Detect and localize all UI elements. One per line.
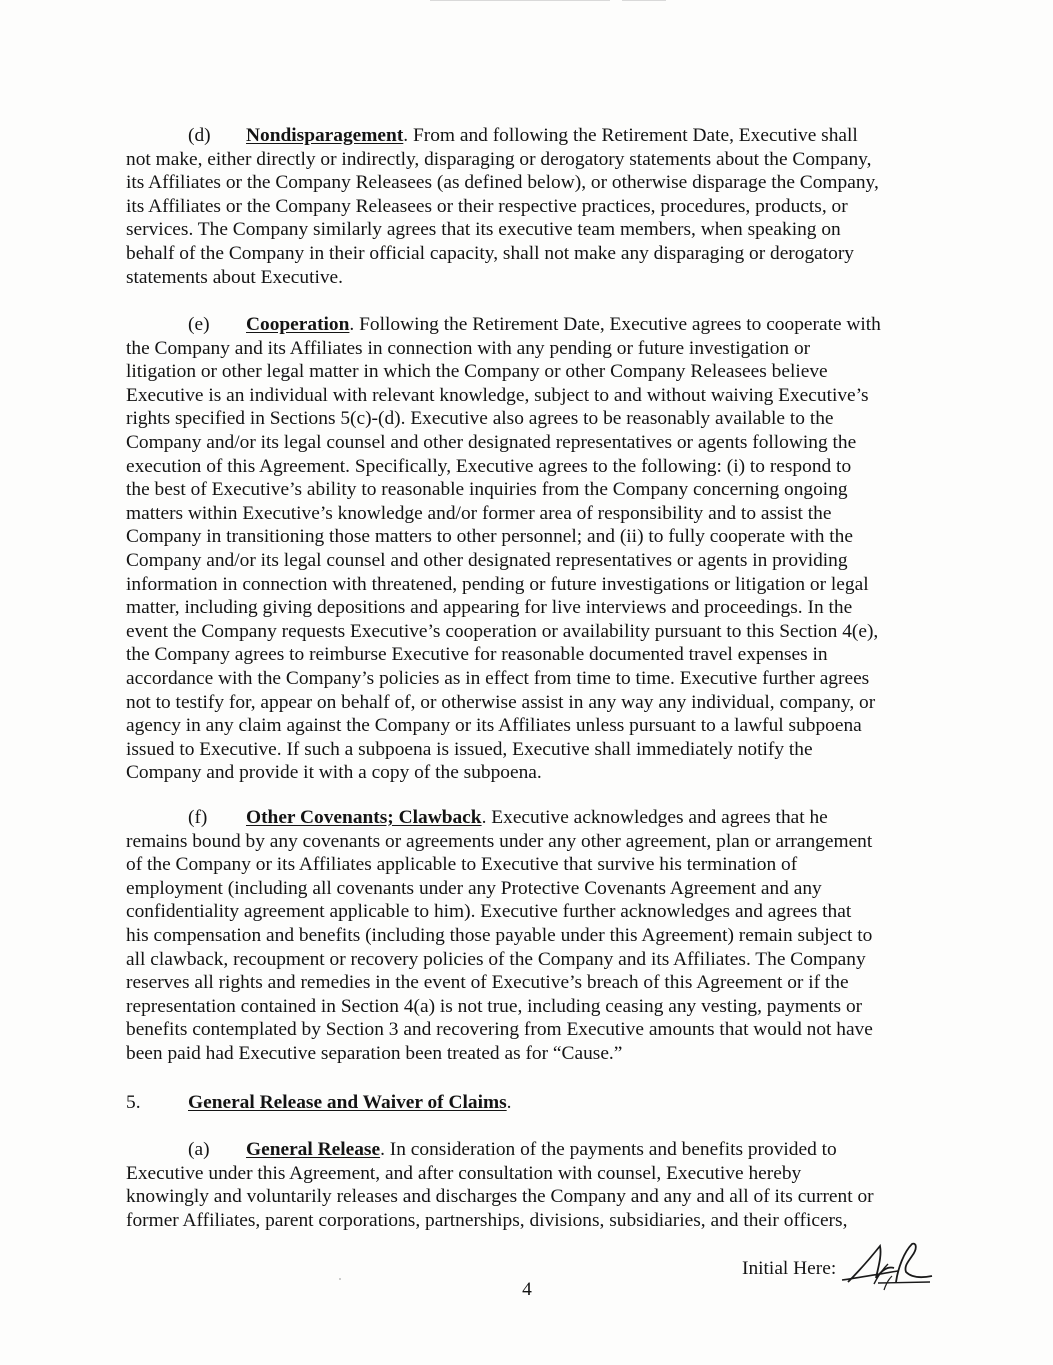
section-e-line: matter, including giving depositions and appearing for live interviews and proceedings. In the: [126, 597, 853, 619]
section-f-label: (f): [188, 807, 208, 828]
section-d-line: its Affiliates or the Company Releasees or their respective practices, procedures, products, or: [126, 195, 848, 217]
section-f-line: his compensation and benefits (including those payable under this Agreement) remain subject to: [126, 924, 873, 946]
section-e-line: rights specified in Sections 5(c)-(d). Executive also agrees to be reasonably available to the: [126, 408, 834, 430]
section-e-line: Company and provide it with a copy of the subpoena.: [126, 762, 542, 784]
scan-speck: [339, 1278, 341, 1280]
section-e-line: issued to Executive. If such a subpoena is issued, Executive shall immediately notify the: [126, 738, 813, 760]
section-e-heading: Cooperation: [246, 314, 350, 335]
section-d-line: statements about Executive.: [126, 266, 343, 288]
section-e-line: Company and/or its legal counsel and other designated representatives or agents following the: [126, 431, 857, 453]
section-d-first-line: (d) Nondisparagement. From and following the Retirement Date, Executive shall: [188, 125, 858, 146]
section-f-line: been paid had Executive separation been treated as for “Cause.”: [126, 1042, 623, 1064]
section-e-line: event the Company requests Executive’s cooperation or availability pursuant to this Section 4(e),: [126, 620, 879, 642]
section-d-line: its Affiliates or the Company Releasees (as defined below), or otherwise disparage the Company,: [126, 172, 879, 194]
section-5a-general-release: [126, 1138, 936, 1232]
initial-here-label: Initial Here:: [742, 1258, 837, 1279]
section-f-line: reserves all rights and remedies in the event of Executive’s breach of this Agreement or if the: [126, 972, 849, 994]
section-5a-line: In consideration of the payments and benefits provided to: [389, 1139, 837, 1160]
section-f-heading: Other Covenants; Clawback: [246, 807, 482, 828]
initial-here-area: [742, 1238, 942, 1298]
section-e-line: the Company and its Affiliates in connection with any pending or future investigation or: [126, 337, 811, 359]
section-d-nondisparagement: [126, 124, 936, 289]
section-e-line: Company in transitioning those matters to other personnel; and (ii) to fully cooperate with the: [126, 526, 853, 548]
section-5a-line: former Affiliates, parent corporations, partnerships, divisions, subsidiaries, and their officers,: [126, 1209, 848, 1231]
section-f-other-covenants: [126, 806, 936, 1066]
section-e-line: Executive is an individual with relevant knowledge, subject to and without waiving Executive’s: [126, 384, 869, 406]
section-d-line: From and following the Retirement Date, Executive shall: [413, 125, 858, 146]
section-f-line: confidentiality agreement applicable to him). Executive further acknowledges and agrees that: [126, 901, 852, 923]
section-e-line: not to testify for, appear on behalf of, or otherwise assist in any way any individual, company, or: [126, 691, 876, 713]
section-f-line: representation contained in Section 4(a) is not true, including ceasing any vesting, payments or: [126, 995, 863, 1017]
page-number: 4: [522, 1279, 532, 1300]
section-5-number: 5.: [126, 1092, 141, 1113]
section-f-line: remains bound by any covenants or agreements under any other agreement, plan or arrangement: [126, 830, 873, 852]
section-d-label: (d): [188, 125, 211, 146]
section-e-line: Following the Retirement Date, Executive agrees to cooperate with: [359, 314, 881, 335]
section-e-line: agency in any claim against the Company or its Affiliates unless pursuant to a lawful subpoena: [126, 715, 862, 737]
section-e-line: execution of this Agreement. Specifically, Executive agrees to the following: (i) to respond to: [126, 455, 852, 477]
section-e-cooperation: [126, 313, 936, 785]
section-d-line: services. The Company similarly agrees that its executive team members, when speaking on: [126, 219, 841, 241]
section-5a-label: (a): [188, 1139, 210, 1160]
section-e-line: the Company agrees to reimburse Executive for reasonable documented travel expenses in: [126, 644, 828, 666]
section-5a-line: knowingly and voluntarily releases and discharges the Company and any and all of its current or: [126, 1186, 874, 1208]
section-d-heading: Nondisparagement: [246, 125, 404, 146]
section-e-line: accordance with the Company’s policies as in effect from time to time. Executive further agrees: [126, 667, 870, 689]
scan-artifact: [622, 0, 666, 1]
scan-artifact: [430, 0, 610, 1]
section-f-line: all clawback, recoupment or recovery policies of the Company and its Affiliates. The Company: [126, 948, 866, 970]
section-5a-heading: General Release: [246, 1139, 381, 1160]
section-e-first-line: (e) Cooperation. Following the Retirement Date, Executive agrees to cooperate with: [188, 314, 881, 335]
section-e-line: the best of Executive’s ability to reasonable inquiries from the Company concerning ongoing: [126, 479, 848, 501]
section-5a-line: Executive under this Agreement, and after consultation with counsel, Executive hereby: [126, 1162, 802, 1184]
section-5a-first-line: (a) General Release. In consideration of the payments and benefits provided to: [188, 1139, 837, 1160]
section-f-line: Executive acknowledges and agrees that he: [491, 807, 828, 828]
section-d-line: not make, either directly or indirectly, disparaging or derogatory statements about the Company,: [126, 148, 872, 170]
section-e-line: Company and/or its legal counsel and other designated representatives or agents in providing: [126, 549, 848, 571]
section-f-line: benefits contemplated by Section 3 and recovering from Executive amounts that would not have: [126, 1019, 873, 1041]
section-e-line: litigation or other legal matter in which the Company or other Company Releasees believe: [126, 361, 828, 383]
section-e-line: matters within Executive’s knowledge and/or former area of responsibility and to assist the: [126, 502, 832, 524]
section-f-line: of the Company or its Affiliates applicable to Executive that survive his termination of: [126, 854, 798, 876]
section-e-label: (e): [188, 314, 210, 335]
handwritten-initials-signature: [838, 1238, 936, 1292]
section-d-line: behalf of the Company in their official capacity, shall not make any disparaging or derogatory: [126, 242, 854, 264]
section-5-heading: General Release and Waiver of Claims: [188, 1092, 507, 1113]
section-f-line: employment (including all covenants under any Protective Covenants Agreement and any: [126, 877, 822, 899]
section-e-line: information in connection with threatened, pending or future investigations or litigation or legal: [126, 573, 869, 595]
section-f-first-line: (f) Other Covenants; Clawback. Executive acknowledges and agrees that he: [188, 807, 828, 828]
section-5-general-release-and-waiver: [126, 1091, 936, 1115]
section-5-heading-line: 5. General Release and Waiver of Claims.: [126, 1092, 512, 1113]
